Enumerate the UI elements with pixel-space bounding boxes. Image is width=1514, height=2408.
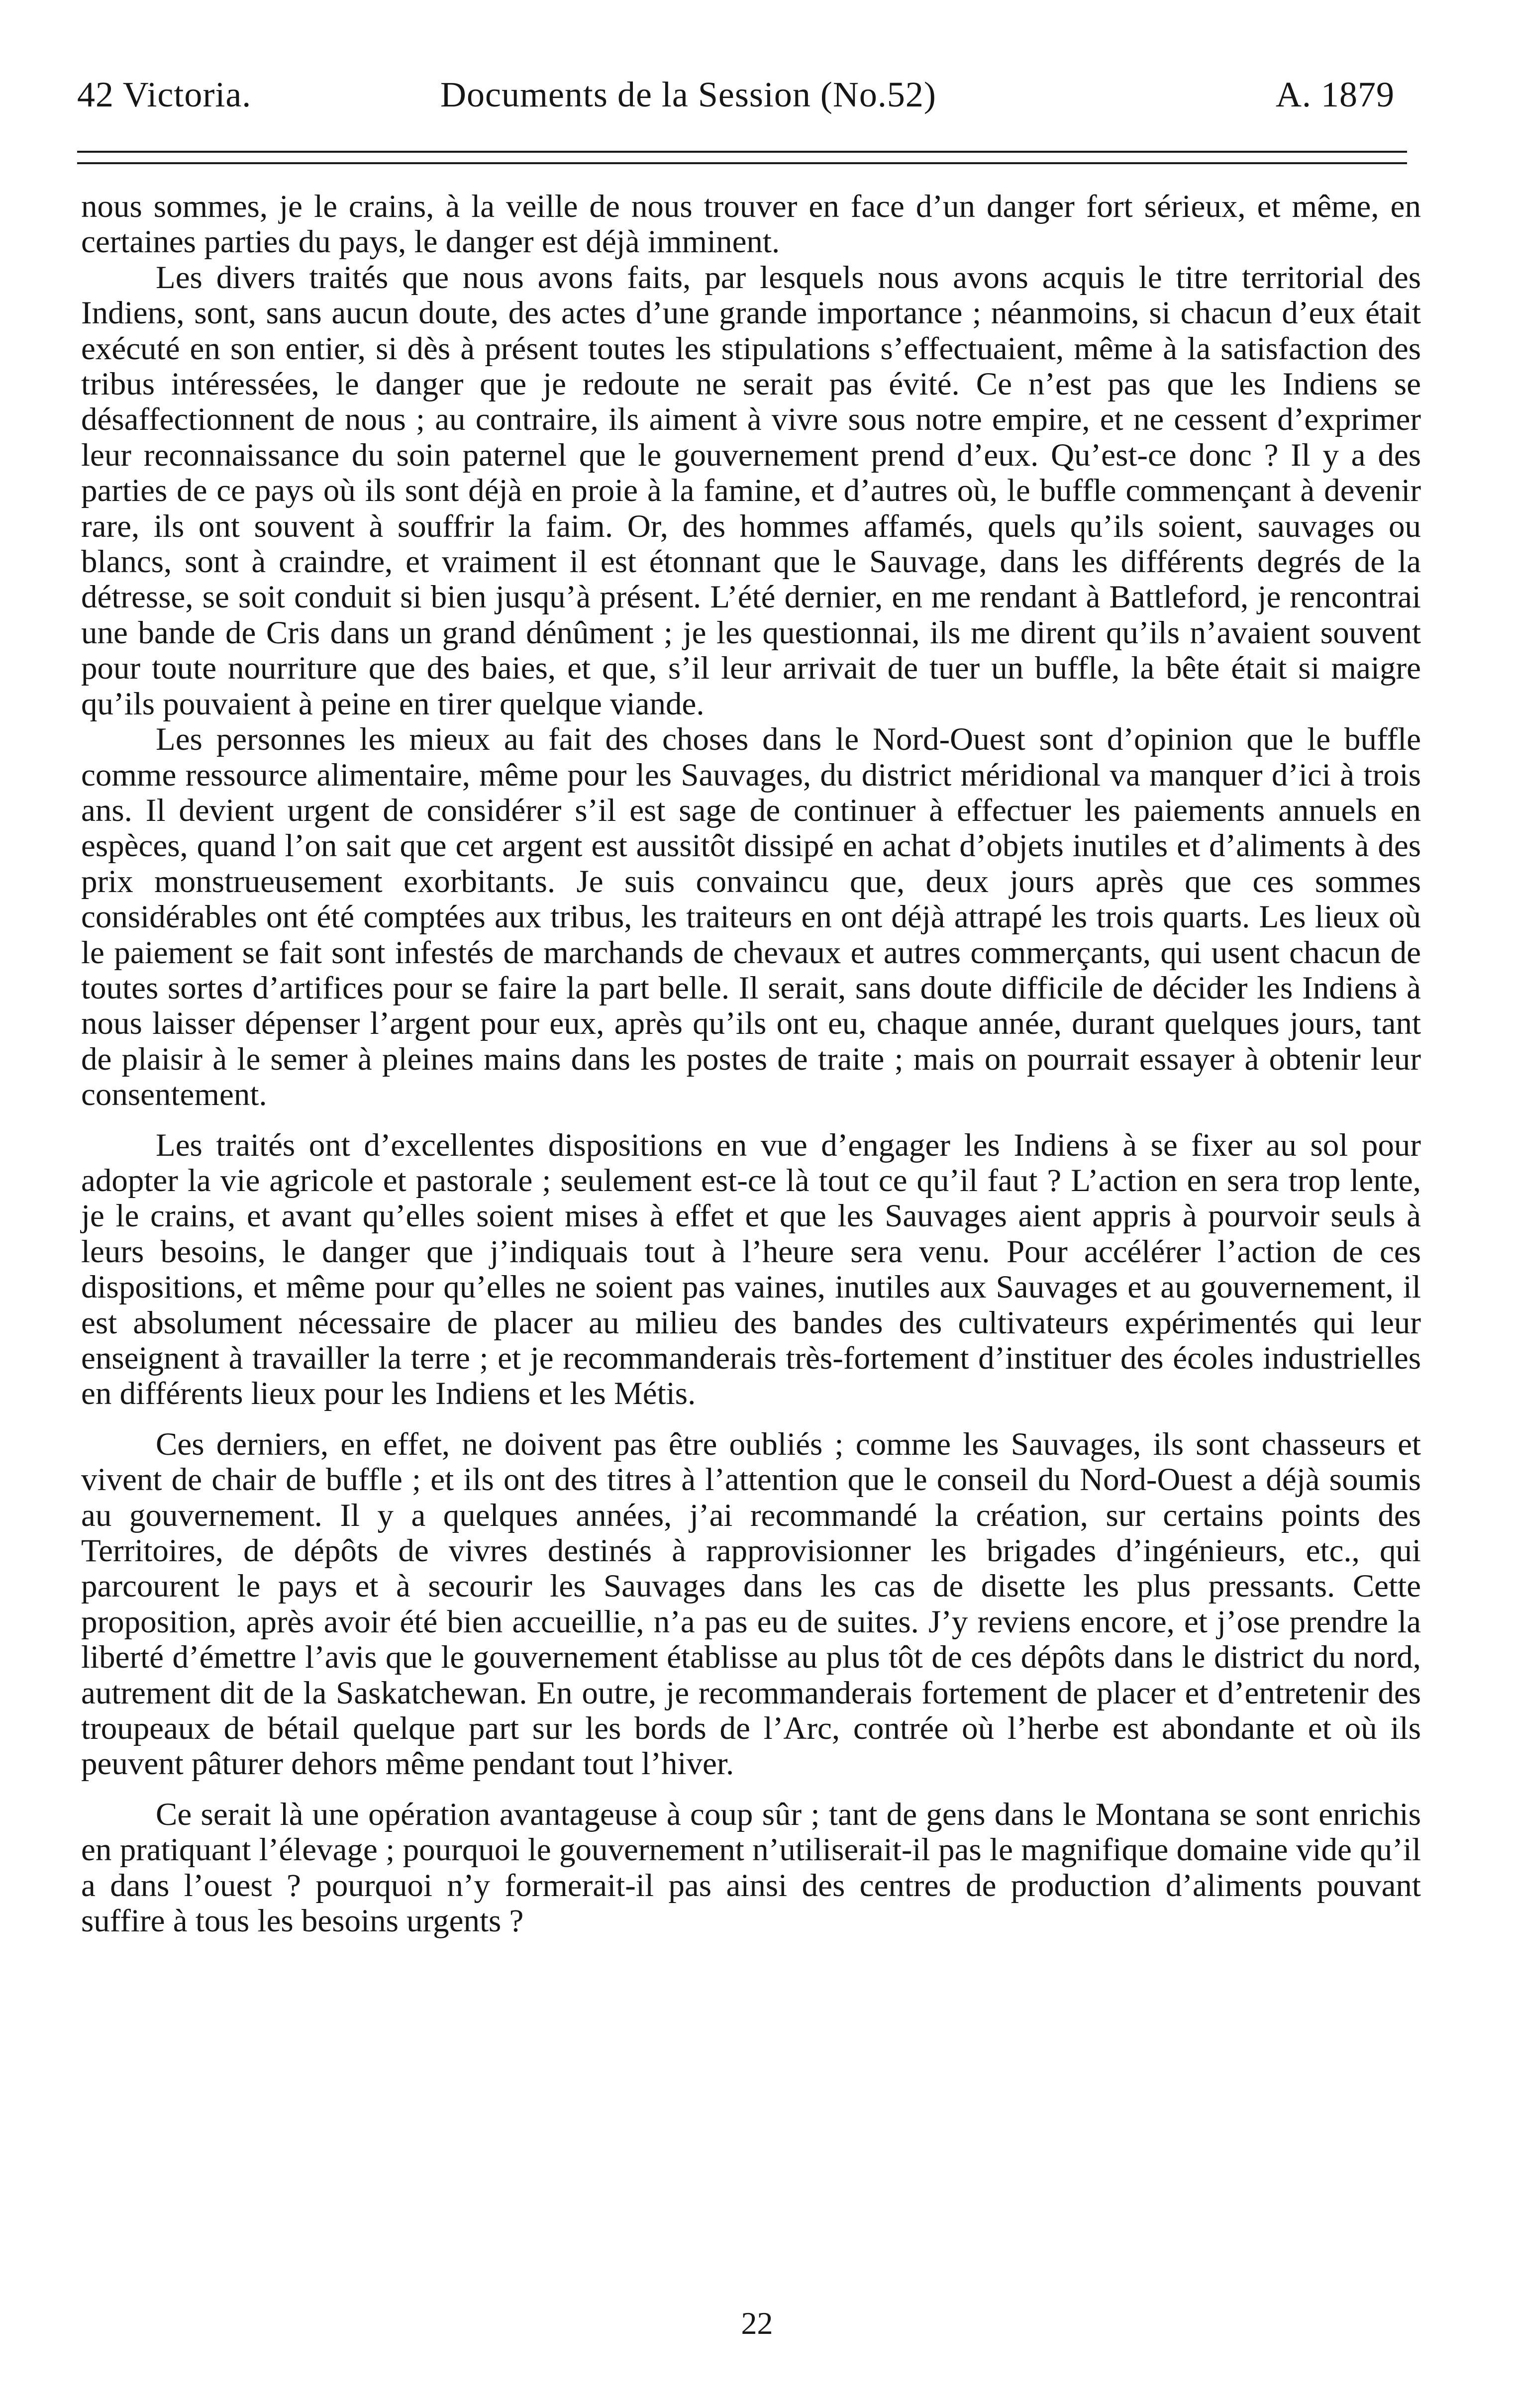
paragraph-2: Les divers traités que nous avons faits, par lesquels nous avons acquis le titre territorial des Indiens, sont, sans aucun doute, des actes d’une grande importance ; néanmoins, si chacun d’eux était exécuté en son entier, si dès à présent toutes les stipulations s’effectuaient, même à la satisfaction des tribus intéressées, le danger que je redoute ne serait pas évité. Ce n’est pas que les Indiens se désaffectionnent de nous ; au contraire, ils aiment à vivre sous notre empire, et ne cessent d’exprimer leur reconnaissance du soin paternel que le gouvernement prend d’eux. Qu’est-ce donc ? Il y a des parties de ce pays où ils sont déjà en proie à la famine, et d’autres où, le buffle commençant à devenir rare, ils ont souvent à souffrir la faim. Or, des hommes affamés, quels qu’ils soient, sauvages ou blancs, sont à craindre, et vraiment il est étonnant que le Sauvage, dans les différents degrés de la détresse, se soit conduit si bien jusqu’à présent. L’été dernier, en me rendant à Battleford, je rencontrai une bande de Cris dans un grand dénûment ; je les questionnai, ils me dirent qu’ils n’avaient souvent pour toute nourriture que des baies, et que, s’il leur arrivait de tuer un buffle, la bête était si maigre qu’ils pouvaient à peine en tirer quelque viande. [81,259,1421,722]
header-rule-bottom [77,162,1407,164]
header-year: A. 1879 [1276,75,1395,114]
paragraph-3: Les personnes les mieux au fait des choses dans le Nord-Ouest sont d’opinion que le buffle comme ressource alimentaire, même pour les Sauvages, du district méridional va manquer d’ici à trois ans. Il devient urgent de considérer s’il est sage de continuer à effectuer les paiements annuels en espèces, quand l’on sait que cet argent est aussitôt dissipé en achat d’objets inutiles et d’aliments à des prix monstrueusement exorbitants. Je suis convaincu que, deux jours après que ces sommes considérables ont été comptées aux tribus, les traiteurs en ont déjà attrapé les trois quarts. Les lieux où le paiement se fait sont infestés de marchands de chevaux et autres commerçants, qui usent chacun de toutes sortes d’artifices pour se faire la part belle. Il serait, sans doute difficile de décider les Indiens à nous laisser dépenser l’argent pour eux, après qu’ils ont eu, chaque année, durant quelques jours, tant de plaisir à le semer à pleines mains dans les postes de traite ; mais on pourrait essayer à obtenir leur consentement. [81,721,1421,1113]
page-number: 22 [741,2306,773,2341]
body-text [81,189,1421,1939]
paragraph-6: Ce serait là une opération avantageuse à coup sûr ; tant de gens dans le Montana se sont enrichis en pratiquant l’élevage ; pourquoi le gouvernement n’utiliserait-il pas le magnifique domaine vide qu’il a dans l’ouest ? pourquoi n’y formerait-il pas ainsi des centres de production d’aliments pouvant suffire à tous les besoins urgents ? [81,1796,1421,1939]
header-title: Documents de la Session (No.52) [440,75,936,114]
paragraph-1: nous sommes, je le crains, à la veille de nous trouver en face d’un danger fort sérieux, et même, en certaines parties du pays, le danger est déjà imminent. [81,189,1421,260]
header-rule-top [77,151,1407,153]
page-header [77,65,1395,124]
paragraph-4: Les traités ont d’excellentes dispositions en vue d’engager les Indiens à se fixer au sol pour adopter la vie agricole et pastorale ; seulement est-ce là tout ce qu’il faut ? L’action en sera trop lente, je le crains, et avant qu’elles soient mises à effet et que les Sauvages aient appris à pourvoir seuls à leurs besoins, le danger que j’indiquais tout à l’heure sera venu. Pour accélérer l’action de ces dispositions, et même pour qu’elles ne soient pas vaines, inutiles aux Sauvages et au gouvernement, il est absolument nécessaire de placer au milieu des bandes des cultivateurs expérimentés qui leur enseignent à travailler la terre ; et je recommanderais très-fortement d’instituer des écoles industrielles en différents lieux pour les Indiens et les Métis. [81,1127,1421,1412]
paragraph-5: Ces derniers, en effet, ne doivent pas être oubliés ; comme les Sauvages, ils sont chasseurs et vivent de chair de buffle ; et ils ont des titres à l’attention que le conseil du Nord-Ouest a déjà soumis au gouvernement. Il y a quelques années, j’ai recommandé la création, sur certains points des Territoires, de dépôts de vivres destinés à rapprovisionner les brigades d’ingénieurs, etc., qui parcourent le pays et à secourir les Sauvages dans les cas de disette les plus pressants. Cette proposition, après avoir été bien accueillie, n’a pas eu de suites. J’y reviens encore, et j’ose prendre la liberté d’émettre l’avis que le gouvernement établisse au plus tôt de ces dépôts dans le district du nord, autrement dit de la Saskatchewan. En outre, je recommanderais fortement de placer et d’entretenir des troupeaux de bétail quelque part sur les bords de l’Arc, contrée où l’herbe est abondante et où ils peuvent pâturer dehors même pendant tout l’hiver. [81,1426,1421,1782]
header-volume: 42 Victoria. [77,75,252,114]
